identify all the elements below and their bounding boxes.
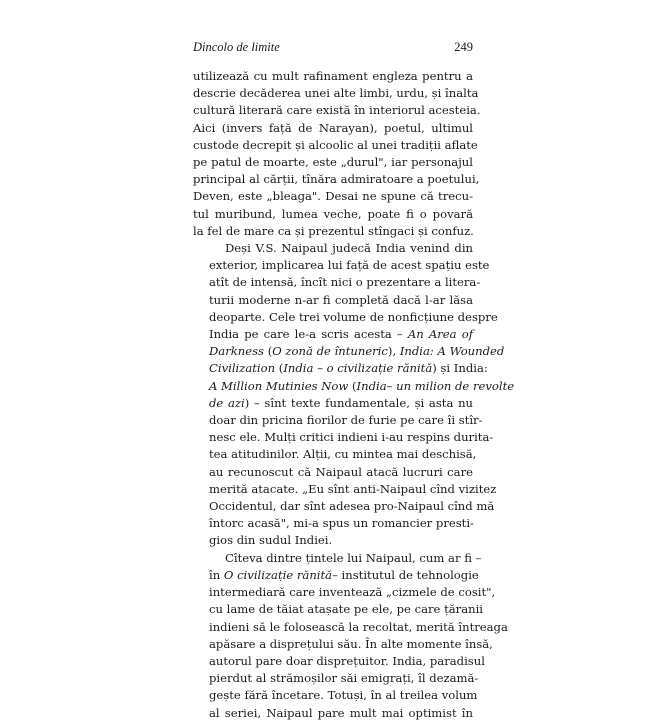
text-line: deoparte. Cele trei volume de nonficțiune despre: [209, 309, 498, 324]
text-line: în O civilizație rănită– institutul de tehnologie: [209, 567, 479, 582]
text-line: Deși V.S. Naipaul judecă India venind din: [225, 241, 473, 256]
text-line: pe patul de moarte, este „durul", iar personajul: [193, 155, 473, 170]
text-line: indieni să le folosească la recoltat, merită întreaga: [209, 619, 508, 634]
paragraph: [193, 68, 481, 240]
text-line: pierdut al strămoșilor săi emigrați, îl dezamă-: [209, 671, 479, 686]
text-line: apăsare a disprețului său. În alte momente însă,: [209, 636, 493, 651]
text-line: Deven, este „bleaga". Desai ne spune că trecu-: [193, 189, 473, 204]
text-line: tul muribund, lumea veche, poate fi o povară: [193, 206, 473, 221]
text-line: întorc acasă", mi-a spus un romancier presti-: [209, 516, 474, 531]
text-line: au recunoscut că Naipaul atacă lucruri care: [209, 464, 473, 479]
body-text: [193, 68, 515, 722]
text-line: autorul pare doar disprețuitor. India, paradisul: [209, 653, 485, 668]
text-line: Aici (invers față de Narayan), poetul, ultimul: [193, 120, 473, 135]
text-line: principal al cărții, tînăra admiratoare a poetului,: [193, 172, 480, 187]
text-line: custode decrepit și alcoolic al unei tradiții aflate: [193, 137, 478, 152]
text-line: Darkness (O zonă de întuneric), India: A Wounded: [209, 344, 505, 359]
text-line: atît de intensă, încît nici o prezentare a litera-: [209, 275, 481, 290]
text-line: intermediară care inventează „cizmele de cosit",: [209, 585, 496, 600]
text-line: cu lame de tăiat atașate pe ele, pe care țăranii: [209, 602, 483, 617]
text-line: exterior, implicarea lui față de acest spațiu este: [209, 258, 490, 273]
text-line: cultură literară care există în interiorul acesteia.: [193, 103, 481, 118]
text-line: utilizează cu mult rafinament engleza pentru a: [193, 69, 473, 83]
text-line: al seriei, Naipaul pare mult mai optimist în: [209, 705, 473, 720]
text-line: la fel de mare ca și prezentul stîngaci și confuz.: [193, 223, 474, 238]
text-line: Civilization (India – o civilizație rănită) și India:: [209, 361, 488, 376]
text-line: turii moderne n-ar fi completă dacă l-ar lăsa: [209, 292, 473, 307]
text-line: India pe care le-a scris acesta – An Area of: [209, 327, 473, 342]
text-line: Cîteva dintre țintele lui Naipaul, cum ar fi –: [225, 550, 482, 565]
text-line: tea atitudinilor. Alții, cu mintea mai deschisă,: [209, 447, 477, 462]
paragraph: [193, 240, 515, 550]
text-line: gios din sudul Indiei.: [209, 533, 333, 548]
text-line: Occidentul, dar sînt adesea pro-Naipaul cînd mă: [209, 499, 495, 514]
text-line: merită atacate. „Eu sînt anti-Naipaul cînd vizitez: [209, 481, 497, 496]
text-line: de azi) – sînt texte fundamentale, și asta nu: [209, 395, 473, 410]
text-line: gește fără încetare. Totuși, în al treilea volum: [209, 688, 478, 703]
text-line: nesc ele. Mulți critici indieni i-au respins durita-: [209, 430, 494, 445]
text-line: descrie decăderea unei alte limbi, urdu, și înalta: [193, 86, 479, 101]
text-line: doar din pricina fiorilor de furie pe care îi stîr-: [209, 413, 483, 428]
running-title: Dincolo de limite: [193, 40, 280, 54]
paragraph: [193, 550, 508, 722]
text-line: A Million Mutinies Now (India– un milion de revolte: [209, 378, 515, 393]
page-number: 249: [454, 40, 473, 54]
